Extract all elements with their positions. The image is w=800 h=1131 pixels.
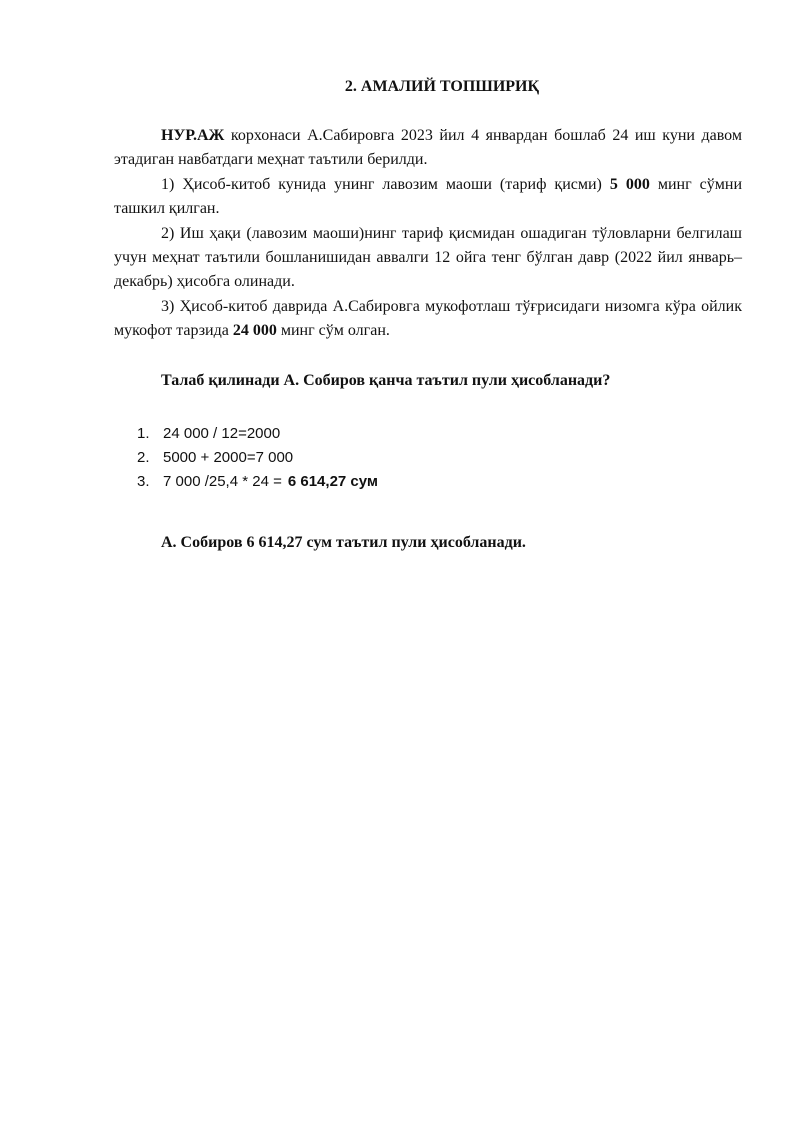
calculation-step	[137, 446, 378, 470]
condition-item-1	[114, 173, 742, 221]
company-name: НУР.АЖ	[161, 127, 225, 144]
condition-item-2-text: 2) Иш ҳақи (лавозим маоши)нинг тариф қисмидан ошадиган тўловларни белгилаш учун меҳнат таътили бошланишидан аввалги 12 ойга тенг бўлган давр (2022 йил январь–декабрь) ҳисобга олинади.	[114, 225, 742, 290]
intro-text: корхонаси А.Сабировга 2023 йил 4 январдан бошлаб 24 иш куни давом этадиган навбатдаги меҳнат таътили берилди.	[114, 127, 742, 168]
question-heading: Талаб қилинади А. Собиров қанча таътил пули ҳисобланади?	[161, 372, 611, 389]
conclusion-text: А. Собиров 6 614,27 сум таътил пули ҳисобланади.	[161, 534, 526, 551]
page-title: 2. АМАЛИЙ ТОПШИРИҚ	[344, 78, 540, 95]
condition-item-3-suffix: минг сўм олган.	[276, 322, 390, 339]
calculation-step-expression: 5000 + 2000=7 000	[163, 449, 294, 466]
calculation-step-expression: 24 000 / 12=2000	[163, 425, 281, 442]
intro-paragraph	[114, 124, 742, 172]
calculation-step-number: 1.	[137, 425, 150, 442]
calculation-step	[137, 422, 378, 446]
calculation-result: 6 614,27 сум	[287, 473, 378, 490]
condition-item-3-prefix: 3) Ҳисоб-китоб даврида А.Сабировга мукофотлаш тўғрисидаги низомга кўра ойлик мукофот тарзида	[114, 298, 742, 339]
condition-item-3	[114, 295, 742, 343]
condition-item-3-amount: 24 000	[232, 322, 277, 339]
condition-item-1-prefix: 1) Ҳисоб-китоб кунида унинг лавозим маоши (тариф қисми)	[161, 176, 610, 193]
calculation-list	[137, 422, 378, 494]
condition-item-1-suffix: минг сўмни ташкил қилган.	[114, 176, 743, 217]
condition-item-1-amount: 5 000	[609, 176, 650, 193]
calculation-step-expression: 7 000 /25,4 * 24 =	[163, 473, 282, 490]
calculation-step-number: 3.	[137, 473, 150, 490]
condition-item-2	[114, 222, 742, 294]
calculation-step	[137, 470, 378, 494]
calculation-step-number: 2.	[137, 449, 150, 466]
